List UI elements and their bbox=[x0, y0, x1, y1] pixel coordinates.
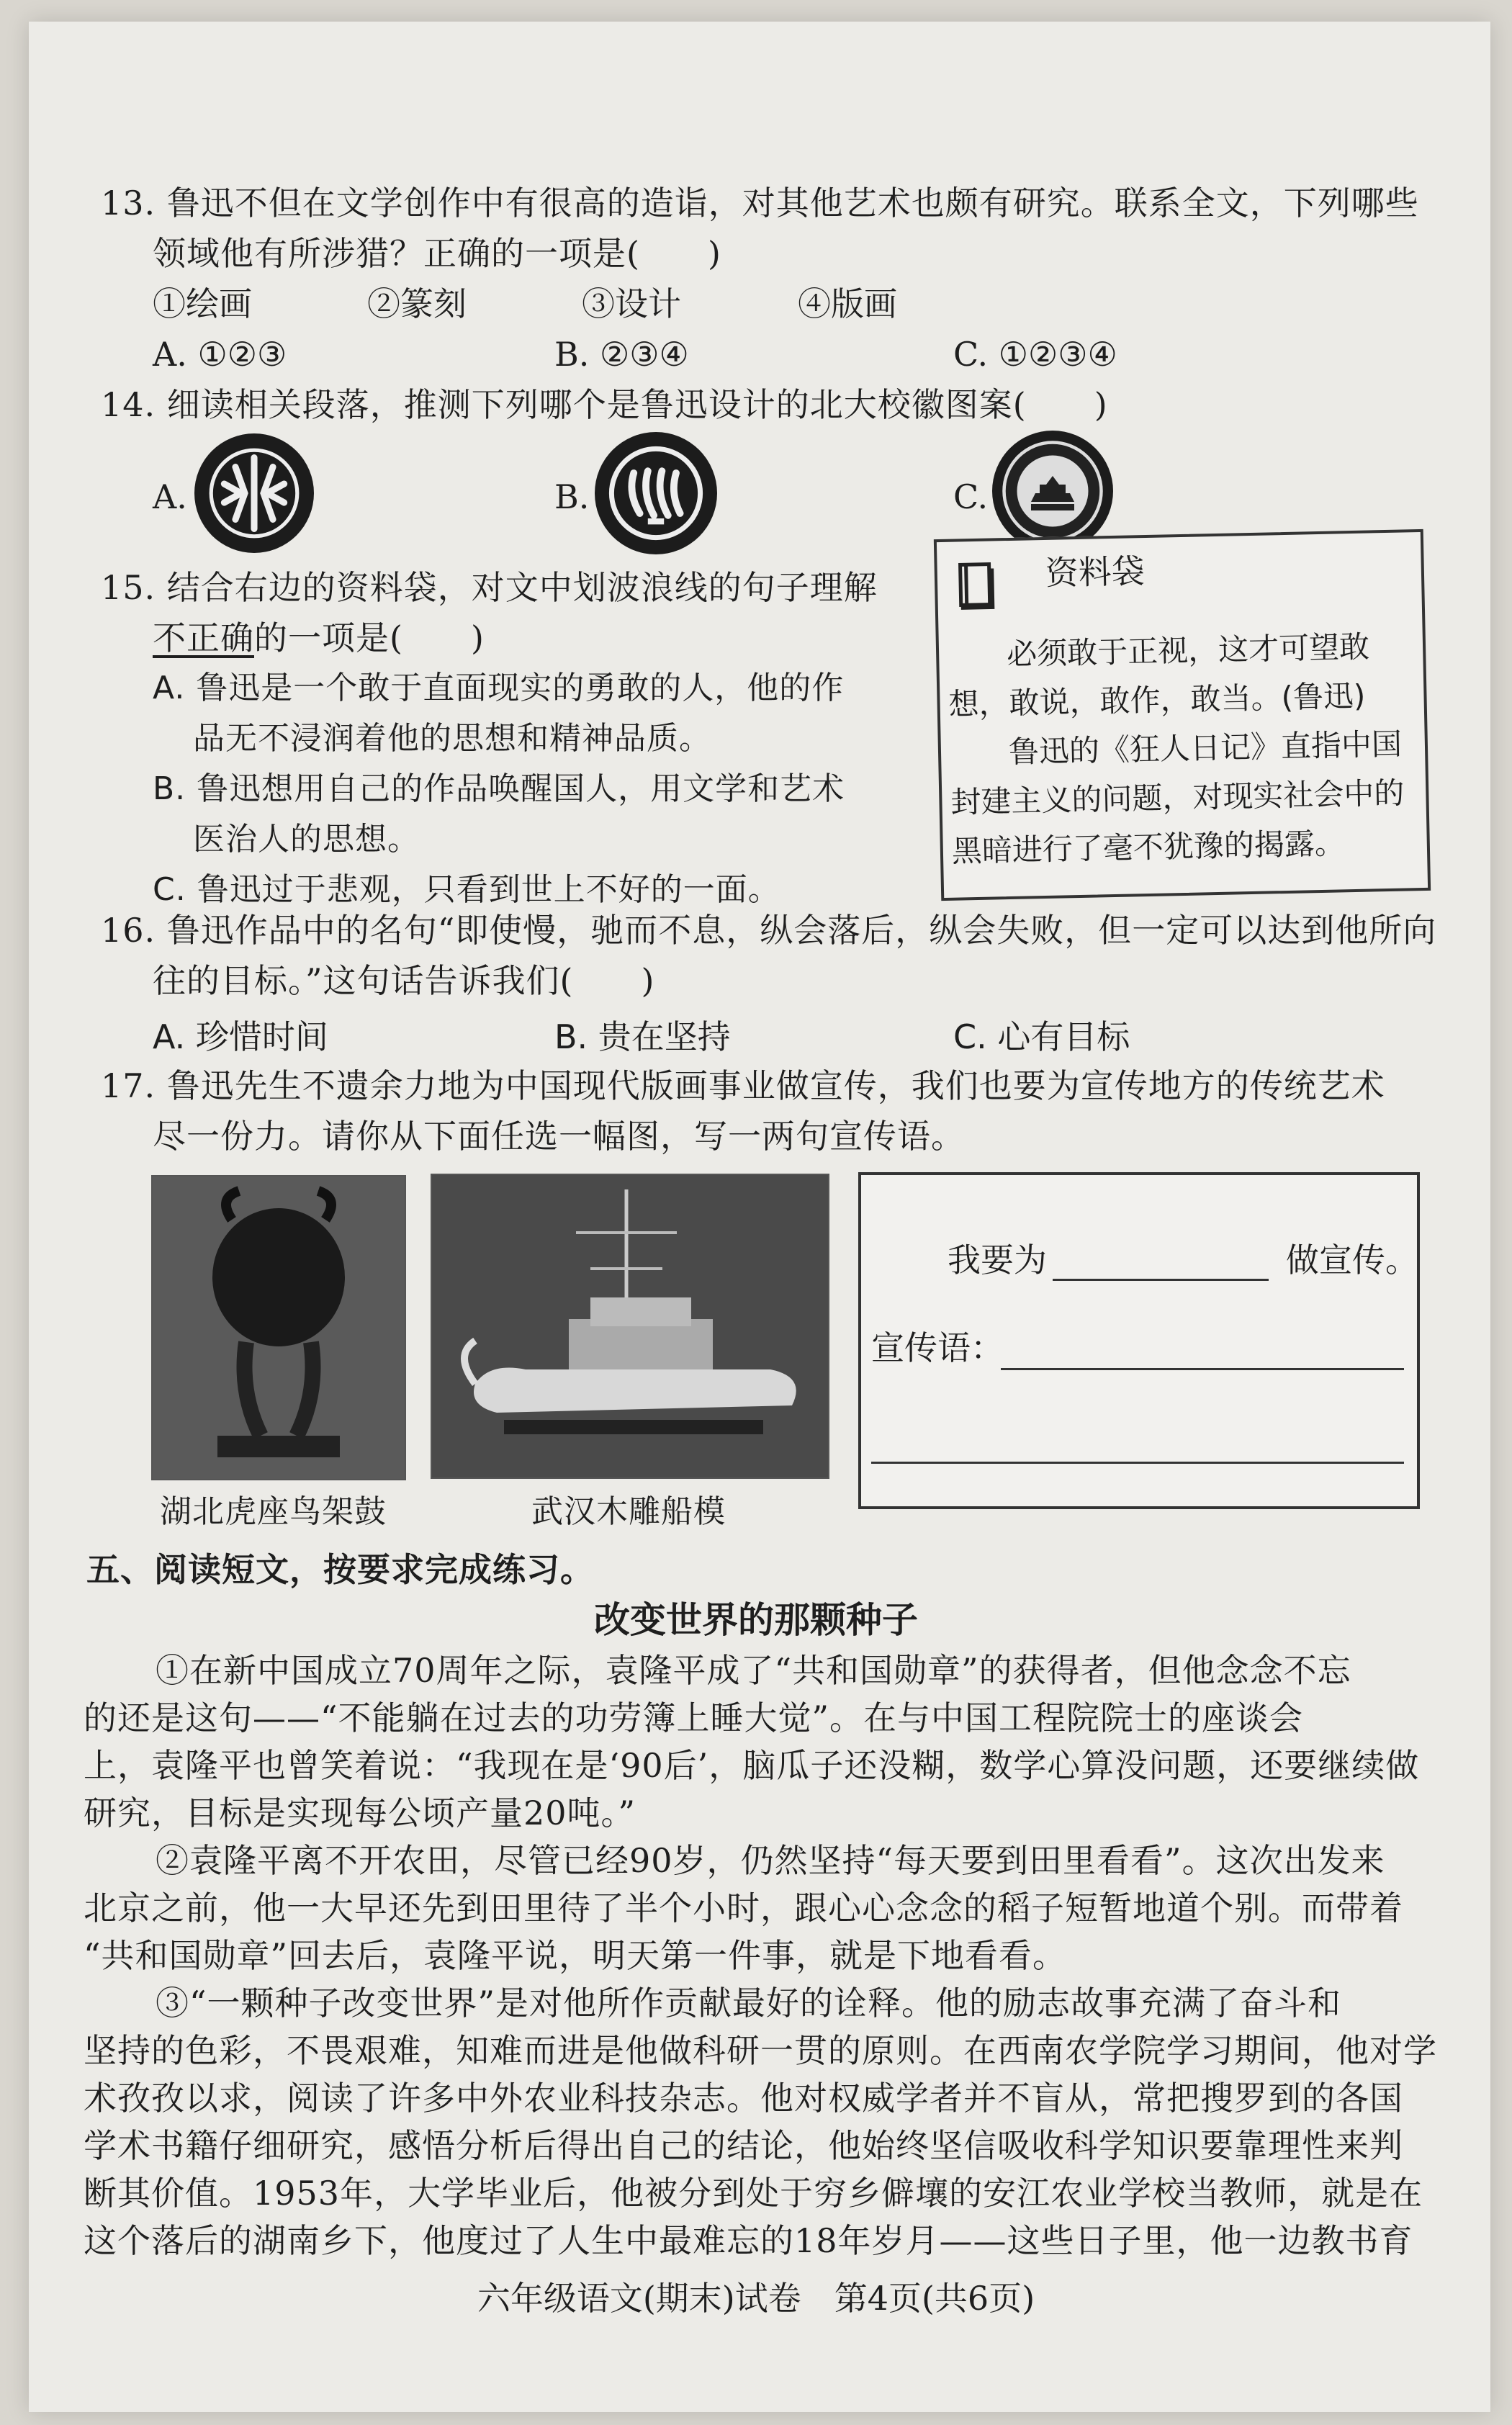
q16-option-a: A. 珍惜时间 bbox=[153, 1017, 328, 1056]
q17-stem-line1: 17. 鲁迅先生不遗余力地为中国现代版画事业做宣传，我们也要为宣传地方的传统艺术 bbox=[101, 1066, 1385, 1105]
info-line-3: 鲁迅的《狂人日记》直指中国 bbox=[1008, 726, 1403, 770]
q13-item-1: ①绘画 bbox=[153, 284, 252, 323]
q16-option-c: C. 心有目标 bbox=[953, 1017, 1130, 1056]
q13-option-c: C. ①②③④ bbox=[953, 335, 1117, 374]
slogan-blank-line-2[interactable] bbox=[871, 1462, 1404, 1464]
info-box bbox=[934, 529, 1431, 901]
slogan-label: 宣传语： bbox=[871, 1328, 1004, 1367]
para-line-6: 北京之前，他一大早还先到田里待了半个小时，跟心心念念的稻子短暂地道个别。而带着 bbox=[84, 1889, 1403, 1927]
q16-option-b: B. 贵在坚持 bbox=[554, 1017, 731, 1056]
answer-box bbox=[858, 1172, 1420, 1509]
book-icon bbox=[955, 561, 998, 612]
para-line-5: ②袁隆平离不开农田，尽管已经90岁，仍然坚持“每天要到田里看看”。这次出发来 bbox=[156, 1841, 1385, 1880]
q13-item-4: ④版画 bbox=[798, 284, 897, 323]
para-line-12: 断其价值。1953年，大学毕业后，他被分到处于穷乡僻壤的安江农业学校当教师，就是在 bbox=[84, 2174, 1423, 2213]
emblem-a-icon bbox=[194, 433, 314, 553]
answer-box-prefix: 我要为 bbox=[948, 1241, 1047, 1279]
section5-heading: 五、阅读短文，按要求完成练习。 bbox=[86, 1550, 594, 1589]
info-line-4: 封建主义的问题，对现实社会中的 bbox=[950, 775, 1405, 820]
q14-stem: 14. 细读相关段落，推测下列哪个是鲁迅设计的北大校徽图案( ) bbox=[101, 385, 1108, 424]
answer-box-suffix: 做宣传。 bbox=[1286, 1241, 1418, 1279]
page-footer: 六年级语文(期末)试卷 第4页(共6页) bbox=[477, 2279, 1035, 2318]
q15-stem-line2 bbox=[153, 616, 485, 660]
q15-option-a-line1: A. 鲁迅是一个敢于直面现实的勇敢的人，他的作 bbox=[153, 670, 845, 706]
q17-stem-line2: 尽一份力。请你从下面任选一幅图，写一两句宣传语。 bbox=[153, 1117, 965, 1156]
q15-stem-rest: 的一项是( ) bbox=[254, 618, 485, 657]
para-line-13: 这个落后的湖南乡下，他度过了人生中最难忘的18年岁月——这些日子里，他一边教书育 bbox=[84, 2221, 1413, 2260]
drum-caption: 湖北虎座鸟架鼓 bbox=[160, 1493, 387, 1530]
q15-option-c: C. 鲁迅过于悲观，只看到世上不好的一面。 bbox=[153, 871, 780, 908]
para-line-2: 的还是这句——“不能躺在过去的功劳簿上睡大觉”。在与中国工程院院士的座谈会 bbox=[84, 1699, 1304, 1737]
q13-stem-line2: 领域他有所涉猎？正确的一项是( ) bbox=[153, 234, 721, 273]
q13-stem-line1: 13. 鲁迅不但在文学创作中有很高的造诣，对其他艺术也颇有研究。联系全文，下列哪些 bbox=[101, 184, 1419, 222]
info-line-1: 必须敢于正视，这才可望敢 bbox=[1006, 629, 1370, 672]
q13-item-3: ③设计 bbox=[582, 284, 681, 323]
para-line-9: 坚持的色彩，不畏艰难，知难而进是他做科研一贯的原则。在西南农学院学习期间，他对学 bbox=[84, 2031, 1437, 2070]
q15-option-a-line2: 品无不浸润着他的思想和精神品质。 bbox=[193, 720, 711, 757]
boat-model-photo bbox=[431, 1174, 829, 1479]
para-line-11: 学术书籍仔细研究，感悟分析后得出自己的结论，他始终坚信吸收科学知识要靠理性来判 bbox=[84, 2126, 1403, 2165]
boat-caption: 武汉木雕船模 bbox=[531, 1493, 726, 1530]
q13-item-2: ②篆刻 bbox=[367, 284, 467, 323]
para-line-7: “共和国勋章”回去后，袁隆平说，明天第一件事，就是下地看看。 bbox=[84, 1936, 1067, 1975]
emblem-c-icon bbox=[992, 431, 1113, 552]
q14-label-a: A. bbox=[153, 477, 187, 516]
q15-option-b-line1: B. 鲁迅想用自己的作品唤醒国人，用文学和艺术 bbox=[153, 770, 845, 807]
q14-label-b: B. bbox=[554, 477, 590, 516]
info-line-2: 想，敢说，敢作，敢当。(鲁迅) bbox=[948, 678, 1366, 722]
info-line-5: 黑暗进行了毫不犹豫的揭露。 bbox=[951, 825, 1346, 869]
slogan-blank-line-1[interactable] bbox=[1001, 1368, 1404, 1370]
para-line-1: ①在新中国成立70周年之际，袁隆平成了“共和国勋章”的获得者，但他念念不忘 bbox=[156, 1651, 1351, 1690]
para-line-10: 术孜孜以求，阅读了许多中外农业科技杂志。他对权威学者并不盲从，常把搜罗到的各国 bbox=[84, 2079, 1403, 2118]
q16-stem-line1: 16. 鲁迅作品中的名句“即使慢，驰而不息，纵会落后，纵会失败，但一定可以达到他所向 bbox=[101, 911, 1437, 950]
para-line-4: 研究，目标是实现每公顷产量20吨。” bbox=[84, 1794, 636, 1832]
q14-label-c: C. bbox=[953, 477, 989, 516]
q15-underlined-text: 不正确 bbox=[153, 618, 254, 657]
emblem-b-icon bbox=[595, 432, 717, 554]
q16-stem-line2: 往的目标。”这句话告诉我们( ) bbox=[153, 961, 655, 1000]
q15-stem-line1: 15. 结合右边的资料袋，对文中划波浪线的句子理解 bbox=[101, 568, 878, 607]
article-title: 改变世界的那颗种子 bbox=[594, 1598, 918, 1641]
q13-option-b: B. ②③④ bbox=[554, 335, 689, 374]
q15-option-b-line2: 医治人的思想。 bbox=[193, 821, 420, 858]
para-line-3: 上，袁隆平也曾笑着说：“我现在是‘90后’，脑瓜子还没糊，数学心算没问题，还要继续做 bbox=[84, 1746, 1420, 1785]
para-line-8: ③“一颗种子改变世界”是对他所作贡献最好的诠释。他的励志故事充满了奋斗和 bbox=[156, 1984, 1342, 2023]
info-box-title: 资料袋 bbox=[1045, 552, 1146, 593]
subject-blank-line[interactable] bbox=[1053, 1279, 1269, 1281]
q13-option-a: A. ①②③ bbox=[153, 335, 287, 374]
